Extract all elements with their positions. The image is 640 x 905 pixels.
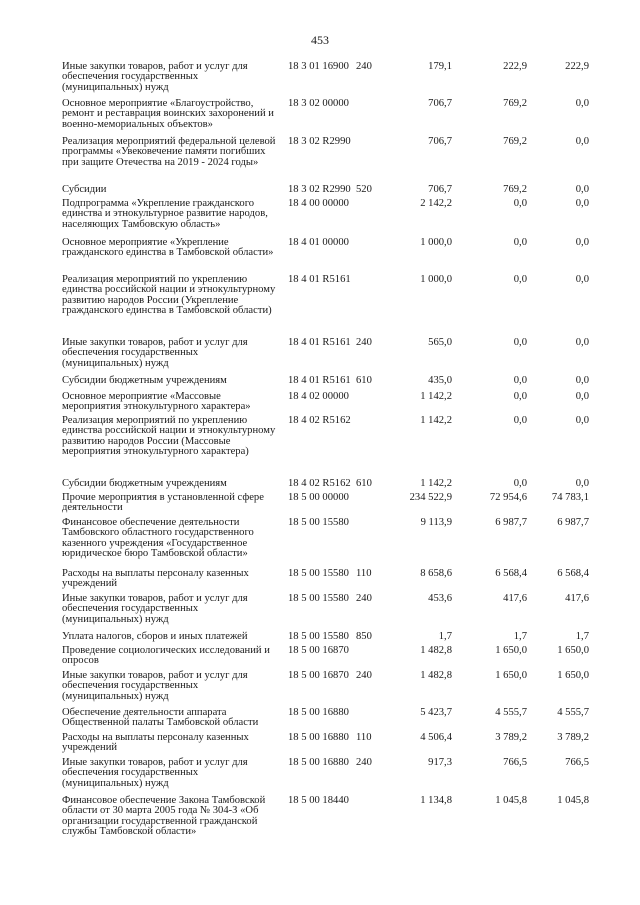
row-value-3: 0,0 (575, 415, 589, 426)
row-code: 18 5 00 16880 (288, 707, 349, 718)
row-value-1: 706,7 (428, 136, 452, 147)
row-expense-type: 240 (356, 61, 372, 72)
row-code: 18 3 02 00000 (288, 98, 349, 109)
row-value-1: 234 522,9 (409, 492, 452, 503)
row-value-1: 1 482,8 (420, 645, 452, 656)
row-name: Финансовое обеспечение Закона Тамбовской области от 30 марта 2005 года № 304-З «Об организации государственной гражданской службы Тамбовской области» (62, 795, 266, 838)
row-name: Иные закупки товаров, работ и услуг для обеспечения государственных (муниципальных) нужд (62, 61, 248, 93)
row-expense-type: 610 (356, 478, 372, 489)
row-name: Основное мероприятие «Массовые мероприятия этнокультурного характера» (62, 391, 251, 413)
row-name: Прочие мероприятия в установленной сфере деятельности (62, 492, 264, 514)
row-value-3: 0,0 (575, 337, 589, 348)
row-value-2: 0,0 (513, 391, 527, 402)
row-value-2: 769,2 (503, 136, 527, 147)
row-value-2: 0,0 (513, 237, 527, 248)
row-value-2: 72 954,6 (489, 492, 527, 503)
row-code: 18 5 00 16870 (288, 670, 349, 681)
row-name: Обеспечение деятельности аппарата Общественной палаты Тамбовской области (62, 707, 259, 729)
row-name: Финансовое обеспечение деятельности Тамбовского областного государственного казенного учреждения «Государственное юридическое бюро Тамбовской области» (62, 517, 254, 560)
row-expense-type: 850 (356, 631, 372, 642)
row-value-2: 3 789,2 (495, 732, 527, 743)
row-code: 18 4 02 R5162 (288, 478, 351, 489)
row-value-3: 0,0 (575, 375, 589, 386)
row-value-3: 6 987,7 (557, 517, 589, 528)
row-value-3: 4 555,7 (557, 707, 589, 718)
row-expense-type: 240 (356, 670, 372, 681)
row-value-3: 74 783,1 (551, 492, 589, 503)
row-value-2: 1 650,0 (495, 645, 527, 656)
row-value-2: 0,0 (513, 274, 527, 285)
row-value-2: 1 650,0 (495, 670, 527, 681)
row-value-3: 0,0 (575, 184, 589, 195)
row-code: 18 5 00 16880 (288, 732, 349, 743)
row-code: 18 5 00 00000 (288, 492, 349, 503)
row-value-1: 1 142,2 (420, 478, 452, 489)
row-value-3: 0,0 (575, 98, 589, 109)
row-value-3: 1 650,0 (557, 645, 589, 656)
row-code: 18 4 02 R5162 (288, 415, 351, 426)
row-value-2: 222,9 (503, 61, 527, 72)
row-value-1: 1,7 (438, 631, 452, 642)
row-expense-type: 240 (356, 337, 372, 348)
row-value-3: 0,0 (575, 478, 589, 489)
row-expense-type: 240 (356, 757, 372, 768)
row-value-3: 417,6 (565, 593, 589, 604)
row-value-2: 0,0 (513, 375, 527, 386)
row-name: Реализация мероприятий по укреплению единства российской нации и этнокультурному развитию народов России (Массовые мероприятия этнокультурного характера) (62, 415, 276, 458)
row-value-1: 8 658,6 (420, 568, 452, 579)
row-value-2: 0,0 (513, 337, 527, 348)
row-value-1: 453,6 (428, 593, 452, 604)
row-name: Субсидии бюджетным учреждениям (62, 375, 227, 386)
row-value-2: 1,7 (513, 631, 527, 642)
row-value-2: 0,0 (513, 478, 527, 489)
row-name: Расходы на выплаты персоналу казенных учреждений (62, 568, 249, 590)
row-code: 18 5 00 15580 (288, 631, 349, 642)
row-value-2: 6 987,7 (495, 517, 527, 528)
page-number: 453 (311, 33, 329, 47)
row-name: Иные закупки товаров, работ и услуг для обеспечения государственных (муниципальных) нужд (62, 670, 248, 702)
row-value-2: 6 568,4 (495, 568, 527, 579)
row-value-1: 706,7 (428, 184, 452, 195)
row-name: Уплата налогов, сборов и иных платежей (62, 631, 248, 642)
row-value-3: 0,0 (575, 237, 589, 248)
row-value-3: 766,5 (565, 757, 589, 768)
row-value-1: 917,3 (428, 757, 452, 768)
row-expense-type: 110 (356, 732, 372, 743)
row-value-3: 0,0 (575, 274, 589, 285)
row-code: 18 5 00 18440 (288, 795, 349, 806)
row-value-3: 222,9 (565, 61, 589, 72)
row-value-2: 769,2 (503, 98, 527, 109)
row-value-3: 0,0 (575, 136, 589, 147)
row-code: 18 5 00 15580 (288, 517, 349, 528)
row-value-2: 769,2 (503, 184, 527, 195)
row-name: Субсидии бюджетным учреждениям (62, 478, 227, 489)
row-value-1: 1 000,0 (420, 237, 452, 248)
row-name: Подпрограмма «Укрепление гражданского единства и этнокультурное развитие народов, населяющих Тамбовскую область» (62, 198, 268, 230)
row-value-3: 0,0 (575, 391, 589, 402)
row-value-1: 2 142,2 (420, 198, 452, 209)
row-value-1: 1 000,0 (420, 274, 452, 285)
row-expense-type: 610 (356, 375, 372, 386)
row-name: Расходы на выплаты персоналу казенных учреждений (62, 732, 249, 754)
row-name: Основное мероприятие «Укрепление гражданского единства в Тамбовской области» (62, 237, 274, 259)
row-code: 18 4 01 R5161 (288, 375, 351, 386)
row-code: 18 4 01 00000 (288, 237, 349, 248)
row-value-1: 565,0 (428, 337, 452, 348)
row-value-2: 4 555,7 (495, 707, 527, 718)
row-expense-type: 240 (356, 593, 372, 604)
row-code: 18 4 00 00000 (288, 198, 349, 209)
row-name: Иные закупки товаров, работ и услуг для обеспечения государственных (муниципальных) нужд (62, 337, 248, 369)
row-value-1: 5 423,7 (420, 707, 452, 718)
row-value-1: 1 142,2 (420, 391, 452, 402)
row-value-1: 1 142,2 (420, 415, 452, 426)
row-value-1: 435,0 (428, 375, 452, 386)
row-code: 18 5 00 15580 (288, 593, 349, 604)
row-name: Реализация мероприятий по укреплению единства российской нации и этнокультурному развитию народов России (Укрепление гражданского единства в Тамбовской области) (62, 274, 276, 317)
row-code: 18 3 01 16900 (288, 61, 349, 72)
row-value-2: 0,0 (513, 415, 527, 426)
row-name: Иные закупки товаров, работ и услуг для обеспечения государственных (муниципальных) нужд (62, 593, 248, 625)
row-value-3: 0,0 (575, 198, 589, 209)
row-code: 18 3 02 R2990 (288, 184, 351, 195)
row-value-2: 417,6 (503, 593, 527, 604)
row-value-3: 1,7 (575, 631, 589, 642)
row-code: 18 3 02 R2990 (288, 136, 351, 147)
row-name: Иные закупки товаров, работ и услуг для обеспечения государственных (муниципальных) нужд (62, 757, 248, 789)
row-value-3: 6 568,4 (557, 568, 589, 579)
row-code: 18 4 01 R5161 (288, 274, 351, 285)
row-code: 18 4 01 R5161 (288, 337, 351, 348)
row-expense-type: 520 (356, 184, 372, 195)
row-value-1: 1 482,8 (420, 670, 452, 681)
row-code: 18 5 00 16870 (288, 645, 349, 656)
row-value-2: 1 045,8 (495, 795, 527, 806)
row-value-1: 1 134,8 (420, 795, 452, 806)
row-code: 18 5 00 16880 (288, 757, 349, 768)
row-value-1: 706,7 (428, 98, 452, 109)
row-name: Субсидии (62, 184, 107, 195)
row-expense-type: 110 (356, 568, 372, 579)
row-value-3: 1 650,0 (557, 670, 589, 681)
row-value-3: 1 045,8 (557, 795, 589, 806)
row-value-2: 766,5 (503, 757, 527, 768)
row-value-1: 9 113,9 (420, 517, 452, 528)
row-value-2: 0,0 (513, 198, 527, 209)
row-value-1: 179,1 (428, 61, 452, 72)
row-name: Проведение социологических исследований и опросов (62, 645, 270, 667)
row-code: 18 5 00 15580 (288, 568, 349, 579)
row-code: 18 4 02 00000 (288, 391, 349, 402)
row-name: Основное мероприятие «Благоустройство, ремонт и реставрация воинских захоронений и военно-мемориальных объектов» (62, 98, 274, 130)
row-value-1: 4 506,4 (420, 732, 452, 743)
row-value-3: 3 789,2 (557, 732, 589, 743)
row-name: Реализация мероприятий федеральной целевой программы «Увековечение памяти погибших при защите Отечества на 2019 - 2024 годы» (62, 136, 276, 168)
